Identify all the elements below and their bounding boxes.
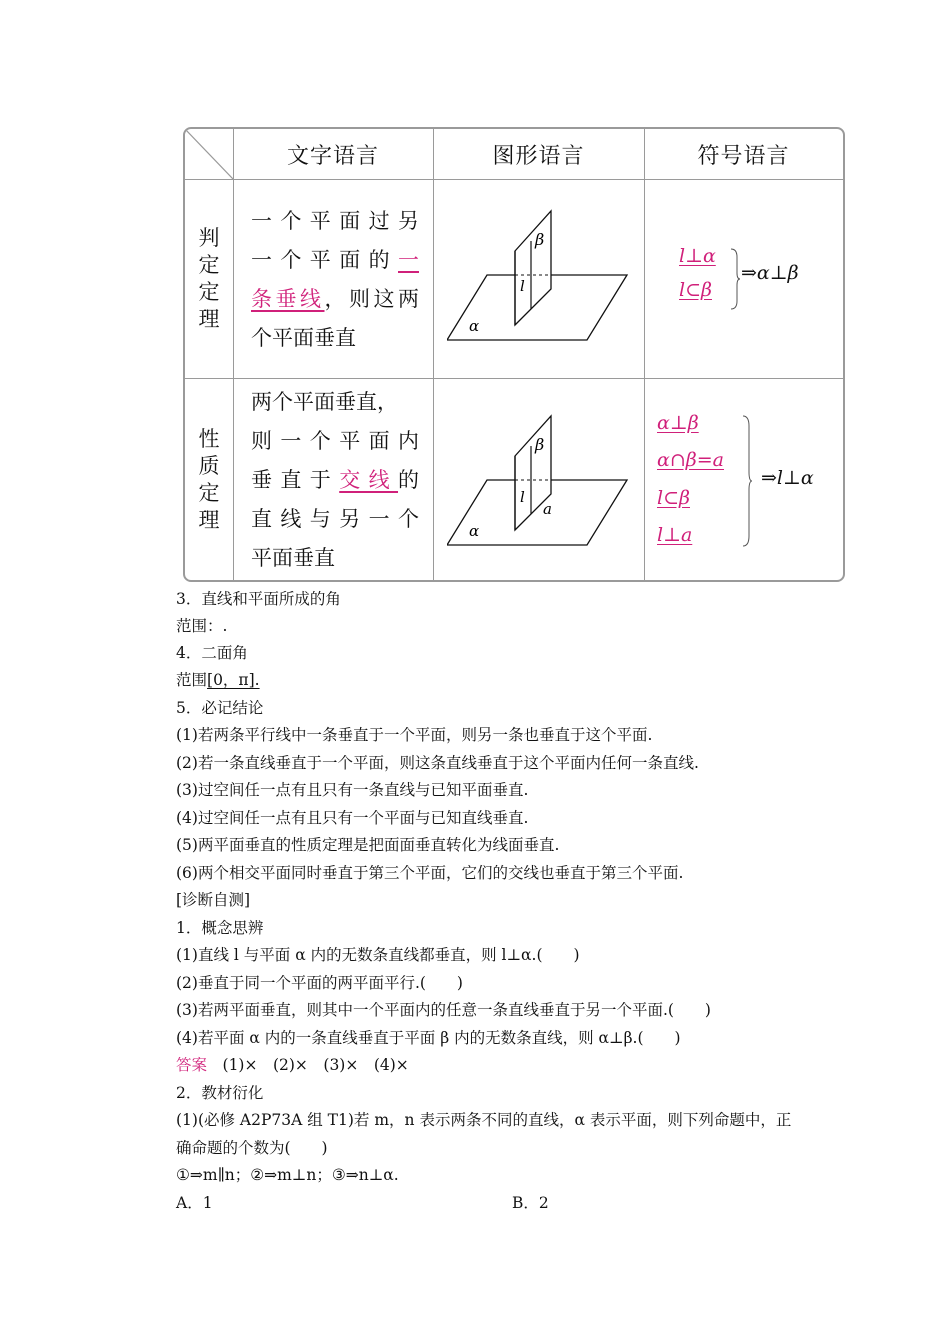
judgment-theorem-figure xyxy=(447,205,637,345)
line-l-label: l xyxy=(520,277,525,295)
row-label-judgment-theorem: 判 定 定 理 xyxy=(198,225,220,331)
conclusion-item: (4)过空间任一点有且只有一个平面与已知直线垂直. xyxy=(176,809,529,827)
diagnosis-title: [诊断自测] xyxy=(176,891,251,909)
options-row xyxy=(176,1191,736,1213)
option-b: B．2 xyxy=(512,1194,549,1212)
conclusion-item: (1)若两条平行线中一条垂直于一个平面，则另一条也垂直于这个平面. xyxy=(176,726,653,744)
beta-label: β xyxy=(535,230,545,249)
conclusion-item: (3)过空间任一点有且只有一条直线与已知平面垂直. xyxy=(176,781,529,799)
question-2-propositions: ①⇒m∥n；②⇒m⊥n；③⇒n⊥α. xyxy=(176,1166,399,1184)
header-symbol-language: 符号语言 xyxy=(697,143,790,169)
alpha-label: α xyxy=(469,317,480,335)
conclusion-item: (5)两平面垂直的性质定理是把面面垂直转化为线面垂直. xyxy=(176,836,560,854)
property-theorem-description: 两个平面垂直， 则一个平面内 垂直于交线的 直线与另一个 平面垂直 xyxy=(251,390,420,570)
conclusion-item: (2)若一条直线垂直于一个平面，则这条直线垂直于这个平面内任何一条直线. xyxy=(176,754,699,772)
beta-label: β xyxy=(535,435,545,454)
section-4-title: 4．二面角 xyxy=(176,644,248,662)
theorem-table xyxy=(183,127,845,582)
option-a: A．1 xyxy=(176,1194,213,1212)
header-text-language: 文字语言 xyxy=(286,143,379,169)
section-3-range: 范围：. xyxy=(176,617,228,635)
question-item: (2)垂直于同一个平面的两平面平行.( ) xyxy=(176,974,463,992)
line-l-label: l xyxy=(520,488,525,506)
corner-diagonal xyxy=(185,129,233,179)
property-theorem-figure xyxy=(447,410,637,550)
conclusion-item: (6)两个相交平面同时垂直于第三个平面，它们的交线也垂直于第三个平面. xyxy=(176,864,684,882)
answer-line: 答案 (1)× (2)× (3)× (4)× xyxy=(176,1056,409,1074)
table-header xyxy=(185,129,843,180)
question-2-text: (1)(必修 A2P73A 组 T1)若 m，n 表示两条不同的直线，α 表示平面，则下列命题中，正 xyxy=(176,1111,792,1129)
answer-label: 答案 xyxy=(176,1056,208,1074)
alpha-label: α xyxy=(469,522,480,540)
line-a-label: a xyxy=(543,500,552,518)
row-label-property-theorem: 性 质 定 理 xyxy=(198,426,220,532)
section-3-title: 3．直线和平面所成的角 xyxy=(176,590,341,608)
judgment-theorem-description: 一个平面过另 一个平面的一 条垂线，则这两 个平面垂直 xyxy=(251,209,419,350)
question-2-text: 确命题的个数为( ) xyxy=(176,1139,328,1157)
judgment-theorem-symbols: l⊥α l⊂β ⇒α⊥β xyxy=(679,245,839,315)
property-theorem-symbols: α⊥β α∩β=a l⊂β l⊥a ⇒l⊥α xyxy=(657,412,814,546)
question-item: (4)若平面 α 内的一条直线垂直于平面 β 内的无数条直线，则 α⊥β.( ) xyxy=(176,1029,681,1047)
question-item: (1)直线 l 与平面 α 内的无数条直线都垂直，则 l⊥α.( ) xyxy=(176,946,580,964)
question-1-title: 1．概念思辨 xyxy=(176,919,264,937)
question-item: (3)若两平面垂直，则其中一个平面内的任意一条直线垂直于另一个平面.( ) xyxy=(176,1001,711,1019)
header-figure-language: 图形语言 xyxy=(492,143,585,169)
brace-icon xyxy=(741,414,753,548)
question-2-title: 2．教材衍化 xyxy=(176,1084,264,1102)
section-5-title: 5．必记结论 xyxy=(176,699,264,717)
brace-icon xyxy=(729,247,741,311)
section-4-range: 范围[0，π]. xyxy=(176,671,260,689)
